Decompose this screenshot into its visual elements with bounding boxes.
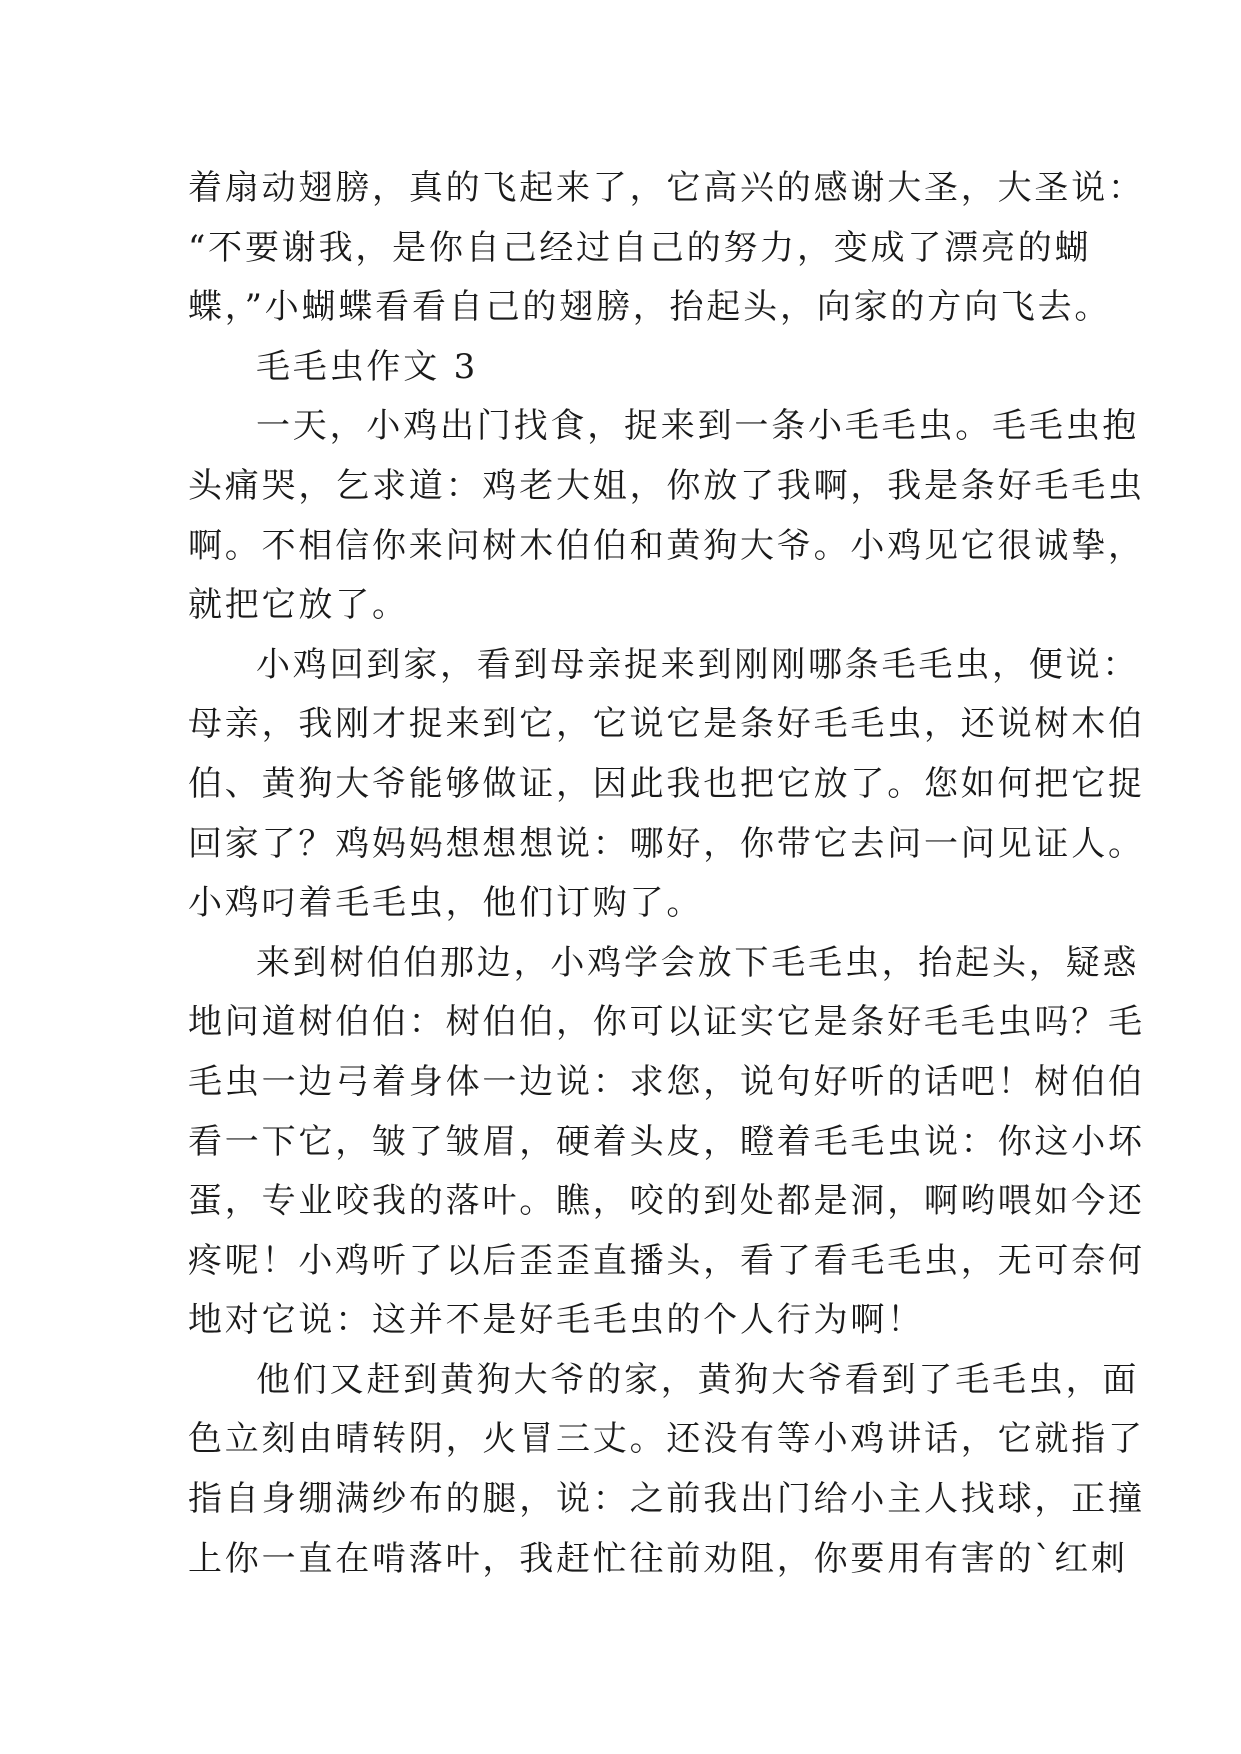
text-line: 指自身绷满纱布的腿，说：之前我出门给小主人找球，正撞	[188, 1479, 1145, 1520]
text-line: 蝶，”小蝴蝶看看自己的翅膀，抬起头，向家的方向飞去。	[188, 287, 1112, 328]
text-line: 来到树伯伯那边，小鸡学会放下毛毛虫，抬起头，疑惑	[256, 942, 1140, 983]
text-line: 着扇动翅膀，真的飞起来了，它高兴的感谢大圣，大圣说：	[188, 168, 1145, 208]
text-line: 地问道树伯伯：树伯伯，你可以证实它是条好毛毛虫吗？毛	[188, 1002, 1145, 1043]
text-line: 地对它说：这并不是好毛毛虫的个人行为啊！	[188, 1300, 924, 1341]
text-line: 头痛哭，乞求道：鸡老大姐，你放了我啊，我是条好毛毛虫	[188, 465, 1145, 506]
text-line: 看一下它，皱了皱眉，硬着头皮，瞪着毛毛虫说：你这小坏	[188, 1121, 1145, 1162]
text-line: 小鸡回到家，看到母亲捉来到刚刚哪条毛毛虫，便说：	[256, 644, 1140, 685]
text-line: 蛋，专业咬我的落叶。瞧，咬的到处都是洞，啊哟喂如今还	[188, 1181, 1145, 1222]
text-line: 小鸡叼着毛毛虫，他们订购了。	[188, 883, 704, 924]
text-line: 毛虫一边弓着身体一边说：求您，说句好听的话吧！树伯伯	[188, 1061, 1145, 1102]
text-line: 毛毛虫作文 3	[256, 346, 479, 387]
text-line: 就把它放了。	[188, 585, 409, 626]
text-line: 一天，小鸡出门找食，捉来到一条小毛毛虫。毛毛虫抱	[256, 406, 1140, 447]
text-line: 啊。不相信你来问树木伯伯和黄狗大爷。小鸡见它很诚挚，	[188, 525, 1145, 566]
text-line: 他们又赶到黄狗大爷的家，黄狗大爷看到了毛毛虫，面	[256, 1359, 1140, 1400]
text-line: 上你一直在啃落叶，我赶忙往前劝阻，你要用有害的`红刺	[188, 1538, 1128, 1579]
document-body	[188, 159, 1145, 1589]
text-line: “不要谢我，是你自己经过自己的努力，变成了漂亮的蝴	[188, 227, 1092, 268]
text-line: 伯、黄狗大爷能够做证，因此我也把它放了。您如何把它捉	[188, 763, 1145, 804]
text-line: 色立刻由晴转阴，火冒三丈。还没有等小鸡讲话，它就指了	[188, 1419, 1145, 1460]
text-line: 疼呢！小鸡听了以后歪歪直播头，看了看毛毛虫，无可奈何	[188, 1240, 1145, 1281]
text-line: 母亲，我刚才捉来到它，它说它是条好毛毛虫，还说树木伯	[188, 704, 1145, 745]
text-line: 回家了？鸡妈妈想想想说：哪好，你带它去问一问见证人。	[188, 823, 1145, 864]
